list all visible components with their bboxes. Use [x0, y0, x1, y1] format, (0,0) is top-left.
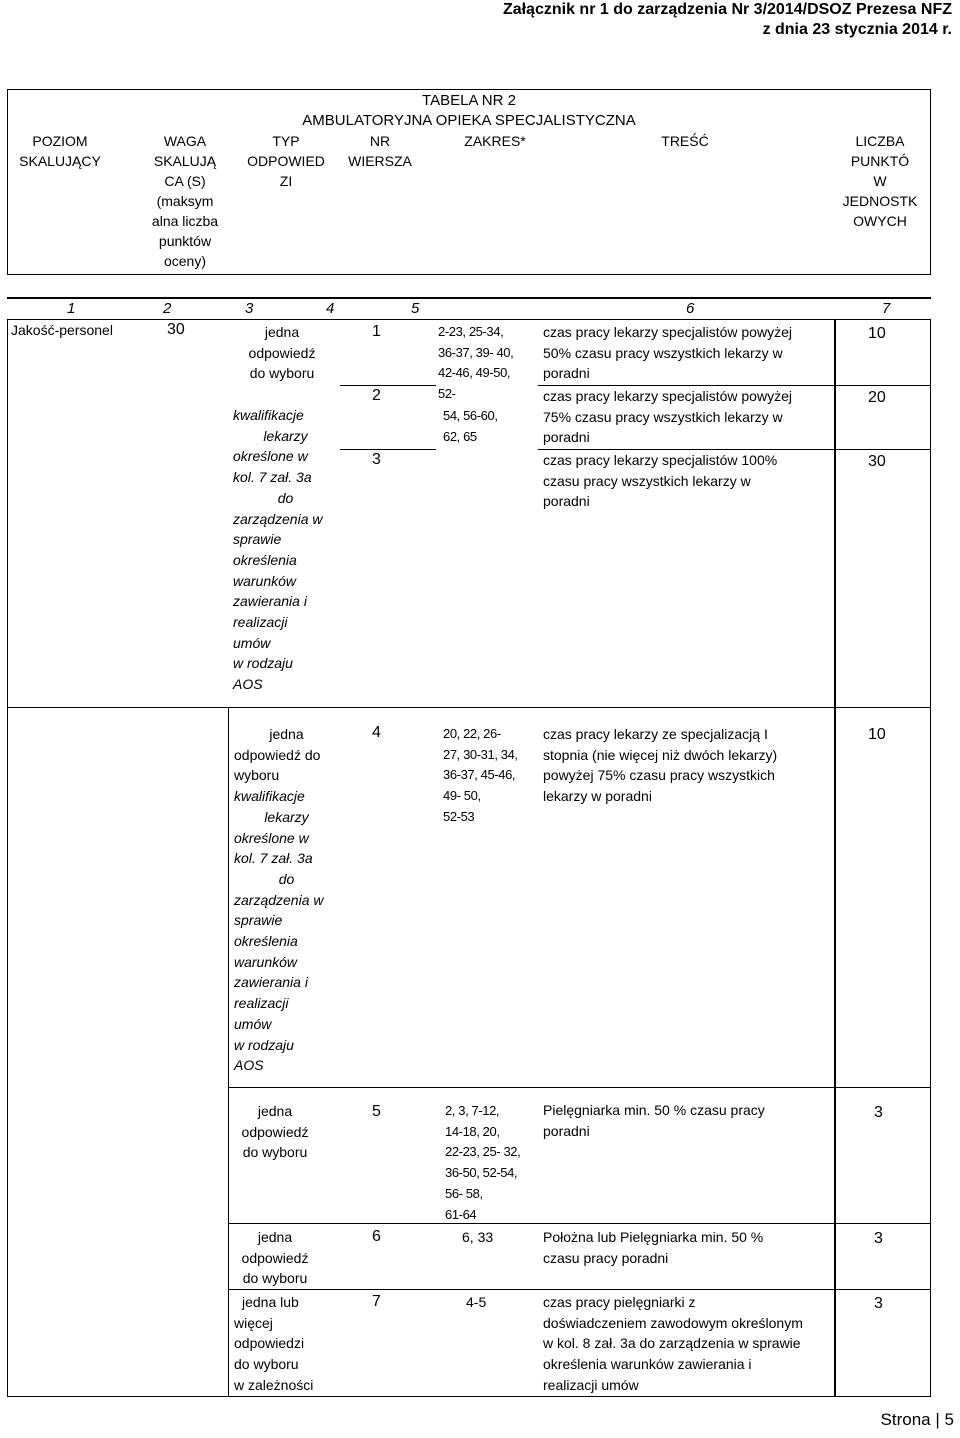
scope-line: 22-23, 25- 32,	[445, 1144, 521, 1160]
heading-line: LICZBA	[855, 133, 905, 149]
group2-content	[543, 724, 777, 807]
scope-line: 52-53	[443, 808, 475, 824]
column-number: 6	[686, 300, 695, 317]
type-line: określenia	[234, 933, 298, 950]
scope-line: 2-23, 25-34,	[438, 324, 504, 339]
group1-row1-content	[543, 322, 792, 384]
row-number: 4	[372, 724, 381, 741]
group1-type-qualification	[233, 405, 338, 695]
points-value: 3	[874, 1104, 883, 1121]
points-value: 3	[874, 1295, 883, 1312]
column-heading-content	[620, 131, 750, 151]
content-line: lekarzy w poradni	[543, 788, 652, 805]
page-number: 5	[944, 1410, 954, 1429]
type-line: jedna	[264, 324, 300, 340]
type-line: jedna	[257, 1229, 293, 1245]
content-line: stopnia (nie więcej niż dwóch lekarzy)	[543, 746, 778, 763]
level-label: Jakość-personel	[11, 322, 113, 338]
type-line: realizacji	[234, 995, 289, 1012]
content-line: poradni	[543, 1122, 590, 1139]
points-value: 30	[868, 453, 886, 470]
group3-row6-scope	[462, 1227, 493, 1248]
type-line: w rodzaju	[233, 655, 293, 672]
type-line: zawierania i	[234, 974, 308, 991]
heading-line: NR	[369, 133, 391, 149]
column-heading-level	[10, 131, 110, 171]
column-number: 2	[163, 300, 172, 317]
type-line: jedna	[257, 1103, 293, 1119]
scope-line: 49- 50,	[443, 788, 481, 804]
row-rule	[340, 385, 436, 386]
content-line: czas pracy lekarzy specjalistów powyżej	[543, 388, 792, 404]
type-line: zarządzenia w	[234, 891, 324, 908]
points-column-rule	[834, 319, 836, 1397]
type-line: sprawie	[234, 912, 283, 929]
heading-line: alna liczba	[151, 213, 219, 229]
type-line: jedna lub	[242, 1294, 299, 1310]
column-number: 4	[326, 300, 335, 317]
type-line: do	[278, 870, 295, 887]
group3-row5-type	[225, 1101, 325, 1163]
heading-line: JEDNOSTK	[842, 193, 918, 209]
group-rule	[228, 1087, 931, 1088]
column-number: 7	[882, 300, 891, 317]
scope-line: 20, 22, 26-	[443, 726, 501, 741]
type-line: umów	[234, 1015, 272, 1032]
scope-line: 42-46, 49-50,	[438, 365, 511, 381]
type-line: odpowiedzi	[234, 1335, 305, 1352]
content-line: doświadczeniem zawodowym określonym	[543, 1314, 803, 1331]
heading-line: TREŚĆ	[661, 133, 709, 149]
group3-row7-content	[543, 1292, 803, 1396]
content-line: realizacji umów	[543, 1376, 639, 1393]
heading-line: SKALUJĄCY	[19, 153, 101, 169]
type-line: zarządzenia w	[233, 510, 323, 527]
scope-line: 36-50, 52-54,	[445, 1165, 518, 1181]
type-line: AOS	[234, 1057, 264, 1074]
group1-row2-content	[543, 386, 792, 448]
footer-separator: |	[935, 1410, 940, 1429]
row-rule	[228, 1223, 931, 1224]
group1-scope-continued	[443, 406, 498, 447]
content-line: czas pracy lekarzy specjalistów powyżej	[543, 324, 792, 340]
content-line: czas pracy lekarzy specjalistów 100%	[543, 452, 778, 468]
content-line: poradni	[543, 365, 590, 382]
column-number: 1	[67, 300, 76, 317]
rule-above-numbers	[7, 297, 931, 299]
row-number: 6	[372, 1228, 381, 1245]
scope-line: 36-37, 39- 40,	[438, 344, 514, 360]
column-heading-scope	[440, 131, 550, 151]
type-line: kol. 7 zał. 3a	[233, 469, 312, 486]
heading-line: CA (S)	[164, 173, 206, 189]
content-line: określenia warunków zawierania i	[543, 1356, 752, 1373]
scope-line: 14-18, 20,	[445, 1123, 500, 1139]
group2-scope	[443, 724, 518, 828]
content-line: poradni	[543, 429, 590, 446]
scope-line: 54, 56-60,	[443, 408, 498, 423]
type-line: sprawie	[233, 531, 282, 548]
group3-row5-scope	[445, 1101, 520, 1225]
group3-row6-content	[543, 1227, 763, 1268]
heading-line: SKALUJĄ	[153, 153, 217, 169]
scope-line: 4-5	[466, 1294, 487, 1310]
table-title-line-2: AMBULATORYJNA OPIEKA SPECJALISTYCZNA	[302, 112, 636, 129]
content-line: czas pracy pielęgniarki z	[543, 1294, 696, 1310]
content-line: powyżej 75% czasu pracy wszystkich	[543, 767, 775, 784]
header-line-1: Załącznik nr 1 do zarządzenia Nr 3/2014/DSOZ Prezesa NFZ	[502, 1, 952, 18]
type-line: umów	[233, 634, 271, 651]
header-line-2: z dnia 23 stycznia 2014 r.	[762, 21, 952, 38]
type-line: do wyboru	[242, 1270, 308, 1287]
type-line: kwalifikacje	[234, 788, 305, 805]
group2-type	[234, 724, 339, 1076]
scope-line: 62, 65	[443, 428, 477, 444]
heading-line: oceny)	[163, 253, 207, 269]
column-heading-type	[236, 131, 336, 191]
type-line: w rodzaju	[234, 1036, 294, 1053]
scope-line: 36-37, 45-46,	[443, 767, 516, 783]
points-value: 10	[868, 325, 886, 342]
group-rule	[7, 707, 931, 708]
row-number: 3	[372, 451, 381, 468]
content-line: Położna lub Pielęgniarka min. 50 %	[543, 1229, 764, 1245]
document-header	[503, 0, 952, 40]
table-title	[7, 91, 931, 131]
column-number: 5	[411, 300, 420, 317]
heading-line: TYP	[272, 133, 300, 149]
row-number: 2	[372, 387, 381, 404]
group3-row6-type	[225, 1227, 325, 1289]
content-line: 75% czasu pracy wszystkich lekarzy w	[543, 408, 783, 425]
type-line: określone w	[233, 448, 308, 465]
table-title-line-1: TABELA NR 2	[422, 92, 516, 109]
type-line: określenia	[233, 551, 297, 568]
heading-line: WIERSZA	[348, 153, 412, 169]
group3-row7-type	[234, 1292, 313, 1396]
heading-line: PUNKTÓ	[850, 153, 910, 169]
content-line: poradni	[543, 493, 590, 510]
heading-line: ZI	[279, 173, 293, 189]
column-heading-points	[830, 131, 930, 231]
content-line: czas pracy lekarzy ze specjalizacją I	[543, 726, 768, 742]
type-line: kwalifikacje	[233, 407, 304, 423]
column-number: 3	[245, 300, 254, 317]
heading-line: POZIOM	[32, 133, 88, 149]
type-line: do wyboru	[234, 1356, 299, 1373]
type-line: AOS	[233, 676, 263, 693]
content-line: czasu pracy poradni	[543, 1249, 669, 1266]
content-line: w kol. 8 zał. 3a do zarządzenia w sprawie	[543, 1335, 801, 1352]
column-heading-weight	[135, 131, 235, 271]
scope-line: 6, 33	[462, 1229, 494, 1245]
row-number: 7	[372, 1293, 381, 1310]
content-line: czasu pracy wszystkich lekarzy w	[543, 472, 751, 489]
points-value: 10	[868, 726, 886, 743]
type-line: warunków	[233, 572, 297, 589]
footer-label: Strona	[880, 1410, 931, 1429]
group1-scope	[438, 322, 513, 405]
group3-row7-scope	[466, 1292, 486, 1313]
row-number: 5	[372, 1103, 381, 1120]
heading-line: OWYCH	[853, 213, 907, 229]
group-column-rule	[228, 707, 229, 1397]
type-line: określone w	[234, 829, 309, 846]
content-line: 50% czasu pracy wszystkich lekarzy w	[543, 344, 783, 361]
points-value: 20	[868, 389, 886, 406]
type-line: jedna	[269, 726, 304, 742]
type-line: realizacji	[233, 614, 288, 631]
group3-row5-content	[543, 1100, 765, 1141]
group1-row3-content	[543, 450, 777, 512]
row-rule	[228, 1289, 931, 1290]
type-line: do	[277, 489, 294, 506]
heading-line: W	[873, 173, 887, 189]
heading-line: (maksym	[156, 193, 214, 209]
scope-line: 27, 30-31, 34,	[443, 746, 518, 762]
type-line: lekarzy	[263, 427, 308, 444]
type-line: kol. 7 zał. 3a	[234, 850, 313, 867]
row-rule	[340, 449, 436, 450]
type-line: odpowiedź do	[234, 746, 321, 763]
type-line: odpowiedź	[248, 344, 316, 361]
type-line: lekarzy	[264, 808, 309, 825]
page-footer	[881, 1410, 954, 1430]
content-line: Pielęgniarka min. 50 % czasu pracy	[543, 1102, 765, 1118]
type-line: do wyboru	[249, 365, 315, 382]
type-line: odpowiedź	[241, 1249, 309, 1266]
type-line: więcej	[234, 1314, 273, 1331]
type-line: odpowiedź	[241, 1123, 309, 1140]
heading-line: WAGA	[163, 133, 207, 149]
type-line: zawierania i	[233, 593, 307, 610]
row-number: 1	[372, 323, 381, 340]
type-line: w zależności	[234, 1376, 314, 1393]
scope-line: 2, 3, 7-12,	[445, 1103, 500, 1118]
heading-line: ODPOWIED	[247, 153, 325, 169]
scope-line: 52-	[438, 386, 456, 402]
type-line: wyboru	[234, 767, 280, 784]
type-line: do wyboru	[242, 1144, 308, 1161]
type-line: warunków	[234, 953, 298, 970]
heading-line: ZAKRES*	[464, 133, 526, 149]
group1-type	[232, 322, 332, 384]
heading-line: punktów	[158, 233, 212, 249]
column-heading-row-number	[340, 131, 420, 171]
scope-line: 56- 58,	[445, 1185, 483, 1201]
weight-value: 30	[167, 321, 185, 338]
points-value: 3	[874, 1230, 883, 1247]
scope-line: 61-64	[445, 1206, 477, 1222]
